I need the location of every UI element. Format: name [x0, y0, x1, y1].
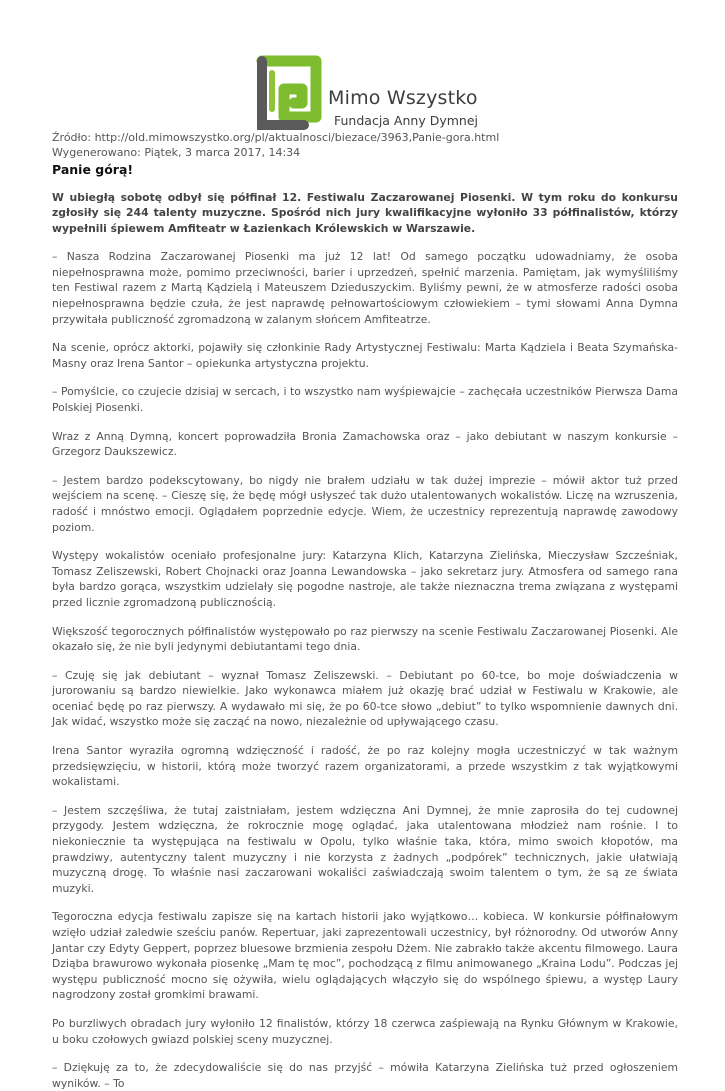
paragraph: Na scenie, oprócz aktorki, pojawiły się członkinie Rady Artystycznej Festiwalu: Marta Kądziela i Beata Szymańska-Masny oraz Irena Santor – opiekunka artystyczna projektu.	[52, 341, 678, 370]
paragraph: – Pomyślcie, co czujecie dzisiaj w sercach, i to wszystko nam wyśpiewajcie – zachęcała uczestników Pierwsza Dama Polskiej Piosenki.	[52, 385, 678, 414]
logo-subtitle: Fundacja Anny Dymnej	[334, 113, 478, 128]
paragraph: Irena Santor wyraziła ogromną wdzięczność i radość, że po raz kolejny mogła uczestniczyć w tak ważnym przedsięwzięciu, w historii, którą może tworzyć razem organizatorami, a przede wszystkim z tak wyjątkowymi wokalistami.	[52, 744, 678, 789]
generated-line: Wygenerowano: Piątek, 3 marca 2017, 14:34	[52, 146, 301, 159]
paragraph: Tegoroczna edycja festiwalu zapisze się na kartach historii jako wyjątkowo… kobieca. W konkursie półfinałowym wzięło udział zaledwie sześciu panów. Repertuar, jaki zaprezentowali uczestnicy, był różnorodny. Od utworów Anny Jantar czy Edyty Geppert, poprzez bluesowe brzmienia zespołu Dżem. Nie zabrakło także akcentu filmowego. Laura Dziąba brawurowo wykonała piosenkę „Mam tę moc”, pochodzącą z filmu animowanego „Kraina Lodu”. Podczas jej występu publiczność mocno się ożywiła, wielu oglądających włączyło się do wspólnego śpiewu, a występ Laury nagrodzony został gromkimi brawami.	[52, 910, 678, 1002]
paragraph: Wraz z Anną Dymną, koncert poprowadziła Bronia Zamachowska oraz – jako debiutant w naszym konkursie – Grzegorz Daukszewicz.	[52, 429, 678, 459]
logo-name: Mimo Wszystko	[328, 87, 478, 109]
paragraph: Po burzliwych obradach jury wyłoniło 12 finalistów, którzy 18 czerwca zaśpiewają na Rynku Głównym w Krakowie, u boku czołowych gwiazd polskiej sceny muzycznej.	[52, 1016, 678, 1046]
paragraph: – Dziękuję za to, że zdecydowaliście się do nas przyjść – mówiła Katarzyna Zielińska tuż przed ogłoszeniem wyników. – To	[52, 1061, 678, 1090]
article-title: Panie górą!	[52, 162, 134, 177]
article-content	[52, 130, 678, 1091]
source-line: Źródło: http://old.mimowszystko.org/pl/aktualnosci/biezace/3963,Panie-gora.html	[52, 131, 500, 144]
paragraph: – Jestem bardzo podekscytowany, bo nigdy nie brałem udziału w tak dużej imprezie – mówił aktor tuż przed wejściem na scenę. – Cieszę się, że będę mógł usłyszeć tak dużo utalentowanych wokalistów. Liczę na wzruszenia, radość i mnóstwo emocji. Oglądałem poprzednie edycje. Wiem, że uczestnicy reprezentują naprawdę zawodowy poziom.	[52, 473, 678, 534]
article-lead: W ubiegłą sobotę odbył się półfinał 12. Festiwalu Zaczarowanej Piosenki. W tym roku do konkursu zgłosiły się 244 talenty muzyczne. Spośród nich jury kwalifikacyjne wyłoniło 33 półfinalistów, którzy wypełnili śpiewem Amfiteatr w Łazienkach Królewskich w Warszawie.	[52, 191, 678, 235]
paragraph: – Czuję się jak debiutant – wyznał Tomasz Zeliszewski. – Debiutant po 60-tce, bo moje doświadczenia w jurorowaniu są bardzo niewielkie. Jako wykonawca miałem już okazję brać udział w Festiwalu w Krakowie, ale oceniać będę po raz pierwszy. A wydawało mi się, że po 60-tce słowo „debiut” to tylko wspomnienie dawnych dni. Jak widać, wszystko może się zacząć na nowo, niezależnie od upływającego czasu.	[52, 668, 678, 729]
paragraph: Występy wokalistów oceniało profesjonalne jury: Katarzyna Klich, Katarzyna Zielińska, Mieczysław Szcześniak, Tomasz Zeliszewski, Robert Chojnacki oraz Joanna Lewandowska – jako sekretarz jury. Atmosfera od samego rana była bardzo gorąca, wszystkim udzielały się pogodne nastroje, ale także nieznaczna trema związana z występami przed licznie zgromadzoną publicznością.	[52, 549, 678, 609]
paragraph: – Jestem szczęśliwa, że tutaj zaistniałam, jestem wdzięczna Ani Dymnej, że mnie zaprosiła do tej cudownej przygody. Jestem wdzięczna, że rokrocznie mogę oglądać, jaka utalentowana młodzież nam rośnie. I to niekoniecznie ta występująca na festiwalu w Opolu, tylko właśnie taka, która, mimo swoich kłopotów, ma prawdziwy, autentyczny talent muzyczny i nie korzysta z żadnych „podpórek” technicznych, jakie ułatwiają muzyczną drogę. To właśnie nasi zaczarowani wokaliści zaświadczają swoim talentem o tym, że są ze świata muzyki.	[52, 803, 678, 895]
spiral-logo-icon	[254, 55, 324, 131]
paragraph: – Nasza Rodzina Zaczarowanej Piosenki ma już 12 lat! Od samego początku udowadniamy, że osoba niepełnosprawna może, pomimo przeciwności, barier i uprzedzeń, spełnić marzenia. Pamiętam, jak wymyśliliśmy ten Festiwal razem z Martą Kądzielą i Mateuszem Dzieduszyckim. Byliśmy pewni, że w atmosferze radości osoba niepełnosprawna będzie czuła, że jest naprawdę pełnowartościowym człowiekiem – tymi słowami Anna Dymna przywitała publiczność zgromadzoną w zalanym słońcem Amfiteatrze.	[52, 250, 678, 326]
paragraph: Większość tegorocznych półfinalistów występowało po raz pierwszy na scenie Festiwalu Zaczarowanej Piosenki. Ale okazało się, że nie byli jedynymi debiutantami tego dnia.	[52, 624, 678, 654]
